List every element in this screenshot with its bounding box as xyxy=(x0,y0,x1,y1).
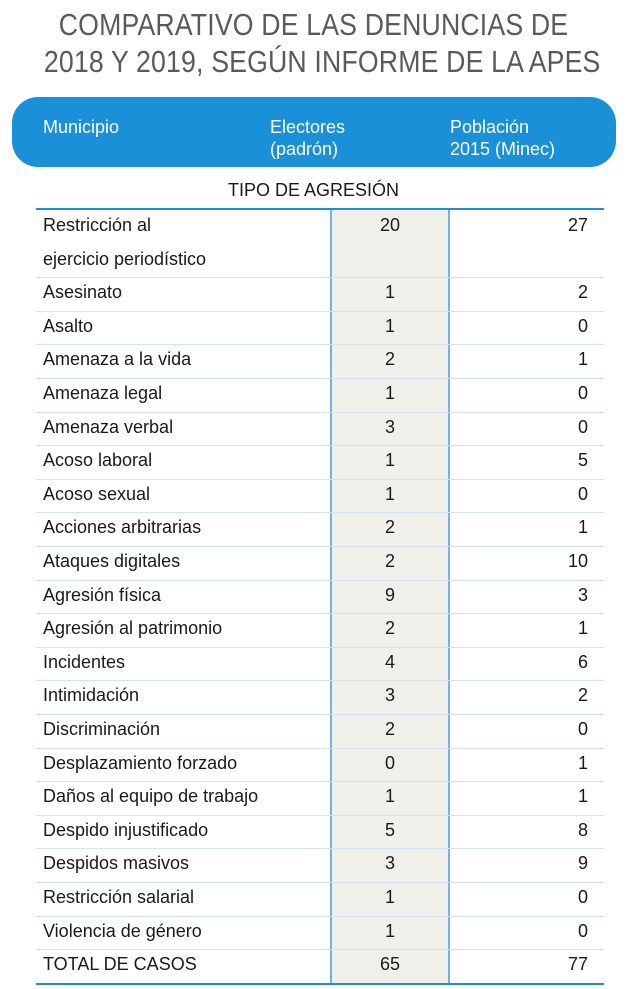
value-electores: 20 xyxy=(379,215,401,235)
value-poblacion: 6 xyxy=(577,651,588,672)
table-row xyxy=(36,479,604,514)
table-row xyxy=(36,613,604,648)
value-electores: 2 xyxy=(384,719,395,739)
table-row xyxy=(36,412,604,447)
table-row xyxy=(36,680,604,715)
value-poblacion: 0 xyxy=(577,920,588,941)
value-poblacion: 0 xyxy=(577,887,588,907)
row-label: Asesinato xyxy=(43,282,123,303)
header-municipio-label: Municipio xyxy=(43,117,120,137)
row-label: Discriminación xyxy=(43,719,161,739)
value-electores: 65 xyxy=(379,954,401,975)
row-label: Desplazamiento forzado xyxy=(43,752,238,773)
value-electores: 3 xyxy=(384,685,395,706)
row-label: Despidos masivos xyxy=(43,853,190,874)
table-row xyxy=(36,210,604,278)
header-electores-line-1: Electores xyxy=(270,117,346,137)
value-poblacion: 27 xyxy=(567,215,588,235)
table-row xyxy=(36,647,604,682)
table-row xyxy=(36,848,604,883)
value-electores: 1 xyxy=(384,383,395,403)
chart-title-line-2: 2018 Y 2019, SEGÚN INFORME DE LA APES xyxy=(43,44,601,79)
value-poblacion: 1 xyxy=(577,349,588,370)
value-poblacion: 2 xyxy=(577,282,588,303)
value-electores: 5 xyxy=(384,819,395,840)
value-poblacion: 1 xyxy=(577,618,588,639)
value-poblacion: 0 xyxy=(577,483,588,504)
total-row xyxy=(36,949,604,985)
value-poblacion: 0 xyxy=(577,416,588,437)
row-label: Agresión física xyxy=(43,584,162,605)
value-electores: 1 xyxy=(384,450,395,471)
row-label-continuation: ejercicio periodístico xyxy=(43,248,207,269)
table-row xyxy=(36,882,604,917)
row-label: Despido injustificado xyxy=(43,819,209,840)
table-row xyxy=(36,344,604,379)
table-row xyxy=(36,815,604,850)
value-poblacion: 0 xyxy=(577,719,588,739)
row-label: Amenaza legal xyxy=(43,383,163,403)
header-poblacion-line-1: Población xyxy=(450,117,530,137)
value-poblacion: 0 xyxy=(577,383,588,403)
value-electores: 2 xyxy=(384,349,395,370)
value-poblacion: 9 xyxy=(577,853,588,874)
row-label: Daños al equipo de trabajo xyxy=(43,786,259,807)
table-row xyxy=(36,378,604,413)
value-poblacion: 1 xyxy=(577,786,588,807)
value-electores: 3 xyxy=(384,416,395,437)
value-poblacion: 10 xyxy=(567,551,588,571)
value-electores: 4 xyxy=(384,651,395,672)
table-row xyxy=(36,580,604,615)
section-label: TIPO DE AGRESIÓN xyxy=(227,180,400,200)
value-electores: 0 xyxy=(384,752,395,773)
table-row xyxy=(36,445,604,480)
row-label: Restricción al xyxy=(43,215,152,235)
value-electores: 2 xyxy=(384,618,395,639)
value-poblacion: 5 xyxy=(577,450,588,471)
row-label: Amenaza a la vida xyxy=(43,349,192,370)
value-electores: 1 xyxy=(384,887,395,907)
row-label: Agresión al patrimonio xyxy=(43,618,223,639)
header-electores-line-2: (padrón) xyxy=(270,139,339,159)
row-label: Violencia de género xyxy=(43,920,202,941)
table-row xyxy=(36,512,604,547)
value-electores: 1 xyxy=(384,315,395,336)
row-label: Intimidación xyxy=(43,685,140,706)
value-electores: 2 xyxy=(384,551,395,571)
table-row xyxy=(36,781,604,816)
value-poblacion: 0 xyxy=(577,315,588,336)
value-electores: 1 xyxy=(384,920,395,941)
table-row xyxy=(36,311,604,346)
table-row xyxy=(36,714,604,749)
value-poblacion: 8 xyxy=(577,819,588,840)
header-poblacion-line-2: 2015 (Minec) xyxy=(450,139,556,159)
value-electores: 9 xyxy=(384,584,395,605)
value-poblacion: 1 xyxy=(577,752,588,773)
row-label: Restricción salarial xyxy=(43,887,195,907)
value-electores: 2 xyxy=(384,517,395,538)
row-label: Ataques digitales xyxy=(43,551,181,571)
row-label: Acoso sexual xyxy=(43,483,151,504)
row-label: Acciones arbitrarias xyxy=(43,517,202,538)
value-electores: 1 xyxy=(384,483,395,504)
value-poblacion: 1 xyxy=(577,517,588,538)
value-poblacion: 2 xyxy=(577,685,588,706)
table-row xyxy=(36,546,604,581)
value-poblacion: 77 xyxy=(567,954,588,975)
chart-title-line-1: COMPARATIVO DE LAS DENUNCIAS DE xyxy=(58,7,569,42)
table-row xyxy=(36,277,604,312)
row-label: TOTAL DE CASOS xyxy=(43,954,197,975)
row-label: Amenaza verbal xyxy=(43,416,174,437)
table-row xyxy=(36,916,604,951)
row-label: Asalto xyxy=(43,315,94,336)
value-electores: 1 xyxy=(384,786,395,807)
row-label: Acoso laboral xyxy=(43,450,153,471)
row-label: Incidentes xyxy=(43,651,126,672)
value-electores: 1 xyxy=(384,282,395,303)
table-row xyxy=(36,748,604,783)
value-poblacion: 3 xyxy=(577,584,588,605)
value-electores: 3 xyxy=(384,853,395,874)
